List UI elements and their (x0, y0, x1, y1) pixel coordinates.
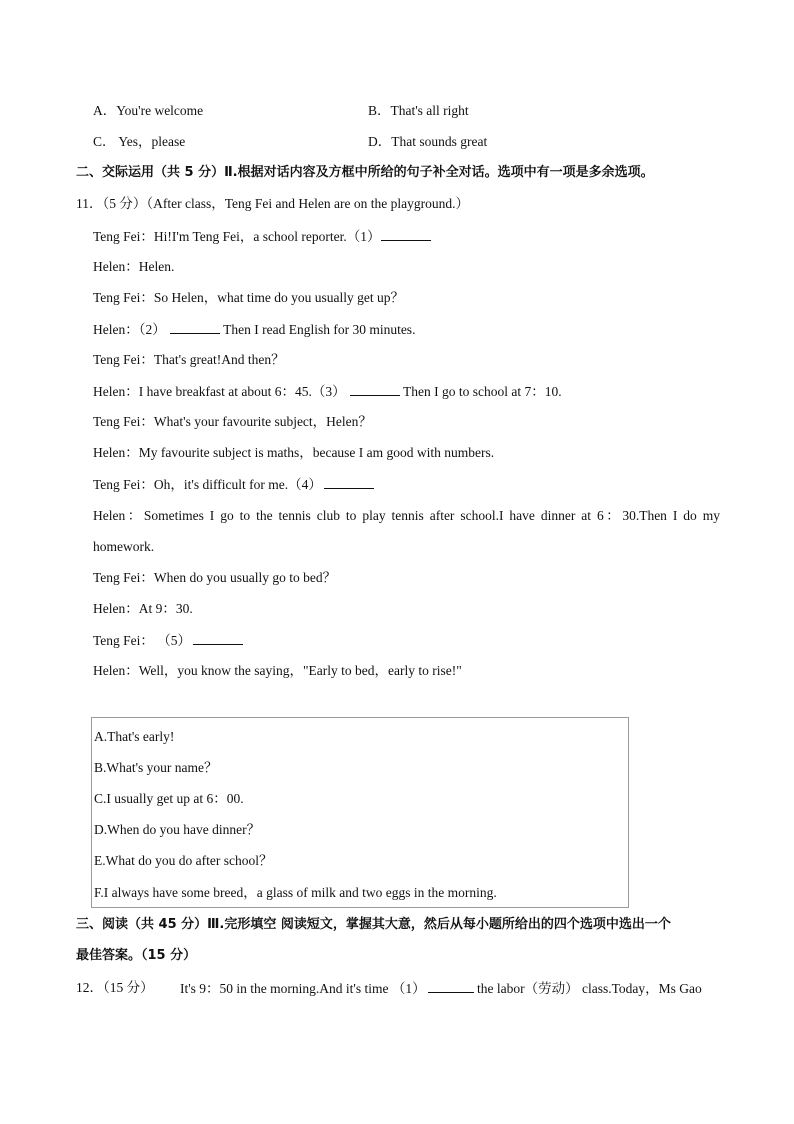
choice-d: D.When do you have dinner？ (94, 822, 261, 837)
dialogue-line (93, 320, 415, 339)
dialogue-text: Teng Fei：Oh，it's difficult for me.（4） (93, 477, 322, 492)
dialogue-line: Teng Fei：What's your favourite subject，Helen？ (93, 414, 372, 429)
dialogue-line: Helen：Sometimes I go to the tennis club to play tennis after school.I have dinner at 6：30.Then I do my (93, 508, 720, 523)
dialogue-line: Helen：My favourite subject is maths，because I am good with numbers. (93, 445, 495, 460)
choice-c: C.I usually get up at 6：00. (94, 791, 244, 806)
passage-text: It's 9：50 in the morning.And it's time （1） (180, 981, 426, 996)
question-12-number: 12．（15 分） (76, 980, 154, 995)
answer-blank-2[interactable] (170, 320, 220, 334)
answer-blank-5[interactable] (193, 631, 243, 645)
question-12-text (180, 979, 702, 998)
dialogue-line: Helen：At 9：30. (93, 601, 193, 616)
dialogue-text: Helen：（2） (93, 322, 166, 337)
dialogue-text: Helen：I have breakfast at about 6：45.（3） (93, 384, 346, 399)
answer-blank-1[interactable] (381, 227, 431, 241)
choice-a: A.That's early! (94, 729, 175, 744)
choice-b: B.What's your name？ (94, 760, 218, 775)
dialogue-text: Teng Fei：Hi!I'm Teng Fei，a school reporter.（1） (93, 229, 381, 244)
option-d: D．That sounds great (368, 134, 488, 149)
dialogue-line: Helen：Helen. (93, 259, 175, 274)
choice-f: F.I always have some breed，a glass of milk and two eggs in the morning. (94, 885, 497, 900)
section-heading-reading: 三、阅读（共 45 分）Ⅲ.完形填空 阅读短文，掌握其大意，然后从每小题所给出的四个选项中选出一个 (76, 917, 671, 932)
dialogue-line (93, 382, 562, 401)
answer-blank-3[interactable] (350, 382, 400, 396)
dialogue-line: Teng Fei：When do you usually go to bed？ (93, 570, 337, 585)
dialogue-line: Teng Fei：So Helen，what time do you usually get up？ (93, 290, 405, 305)
dialogue-line: Helen：Well，you know the saying，"Early to bed，early to rise!" (93, 663, 462, 678)
section-heading-communication: 二、交际运用（共 5 分）Ⅱ.根据对话内容及方框中所给的句子补全对话。选项中有一项是多余选项。 (76, 165, 654, 180)
dialogue-line (93, 475, 374, 494)
passage-text: the labor（劳动） class.Today，Ms Gao (473, 981, 702, 996)
dialogue-line: homework. (93, 539, 155, 554)
option-a: A．You're welcome (93, 103, 204, 118)
choice-e: E.What do you do after school？ (94, 853, 273, 868)
option-b: B．That's all right (368, 103, 469, 118)
dialogue-line: Teng Fei：That's great!And then？ (93, 352, 285, 367)
cloze-blank-1[interactable] (428, 979, 474, 993)
dialogue-line (93, 227, 431, 246)
option-c: C． Yes，please (93, 134, 186, 149)
answer-blank-4[interactable] (324, 475, 374, 489)
dialogue-text: Teng Fei： （5） (93, 633, 192, 648)
question-11-header: 11．（5 分）（After class，Teng Fei and Helen are on the playground.） (76, 196, 469, 211)
dialogue-text: Then I go to school at 7：10. (399, 384, 562, 399)
choices-box (91, 717, 629, 908)
dialogue-text: Then I read English for 30 minutes. (219, 322, 416, 337)
section-heading-reading-cont: 最佳答案。（15 分） (76, 948, 197, 963)
dialogue-line (93, 631, 243, 650)
